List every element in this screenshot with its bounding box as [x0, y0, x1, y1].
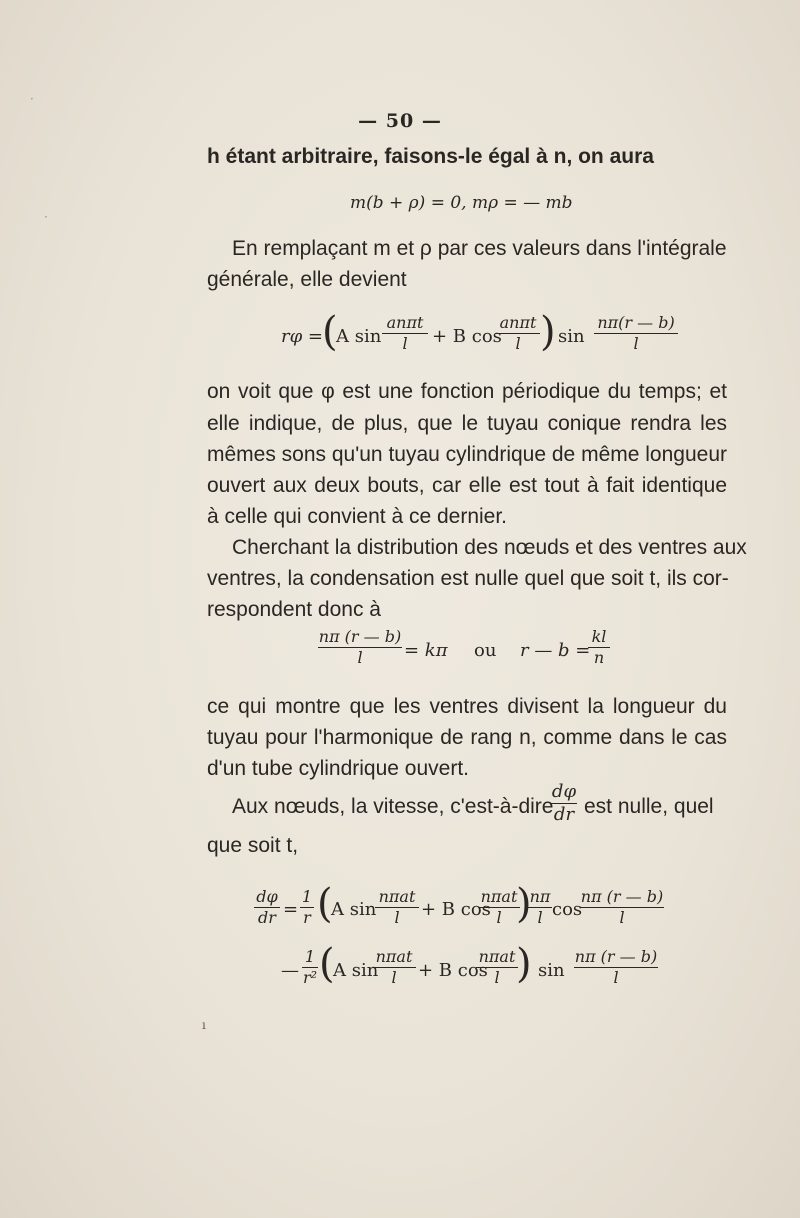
eq4-f1-num: nπat — [378, 887, 416, 906]
eq5-f1-den: l — [391, 968, 397, 987]
eq4-f3-num: nπ — [529, 887, 551, 906]
eq5-coef-frac — [302, 948, 318, 987]
eq2-a-sin: A sin — [336, 326, 382, 347]
eq4-lhs-den: dr — [258, 908, 276, 927]
eq5-frac-1 — [372, 948, 416, 987]
text-line-4: on voit que φ est une fonction périodique du temps; et — [207, 380, 727, 403]
eq2-frac-3 — [594, 314, 678, 353]
paper-speck: · — [44, 210, 48, 224]
eq3-frac-1 — [318, 628, 402, 667]
eq4-f4-den: l — [619, 908, 625, 927]
eq4-coef-frac — [300, 888, 314, 927]
eq2-f3-num: nπ(r — b) — [597, 313, 675, 332]
eq2-lhs: rφ = — [281, 326, 324, 347]
page-number: — 50 — — [358, 110, 442, 132]
eq3-eq-kpi: = kπ — [404, 640, 448, 661]
eq5-frac-3 — [574, 948, 658, 987]
eq4-paren-open: ( — [317, 881, 333, 927]
eq4-c-den: r — [303, 908, 311, 927]
text-line-15b: est nulle, quel — [584, 795, 714, 818]
text-line-10: ventres, la condensation est nulle quel que soit t, ils cor- — [207, 567, 729, 590]
eq5-minus: — — [281, 960, 299, 981]
text-line-6: mêmes sons qu'un tuyau cylindrique de même longueur — [207, 443, 727, 466]
eq4-lhs-num: dφ — [256, 887, 278, 906]
eq2-f3-den: l — [633, 334, 639, 353]
eq4-f3-den: l — [537, 908, 543, 927]
eq3-g-den: n — [593, 648, 605, 667]
text-line-1: h étant arbitraire, faisons-le égal à n, on aura — [207, 145, 654, 168]
eq4-paren-close: ) — [516, 881, 532, 927]
eq5-frac-2 — [476, 948, 518, 987]
text-line-16: que soit t, — [207, 834, 299, 857]
equation-1: m(b + ρ) = 0, mρ = — mb — [350, 193, 573, 213]
eq5-plus-bcos: + B cos — [418, 960, 488, 981]
eq2-f2-num: anπt — [499, 313, 537, 332]
eq5-c-num: 1 — [304, 947, 316, 966]
eq4-f2-den: l — [496, 908, 502, 927]
eq3-ou: ou — [474, 640, 497, 661]
eq5-f3-den: l — [613, 968, 619, 987]
eq4-frac-2 — [478, 888, 520, 927]
eq4-frac-4 — [580, 888, 664, 927]
eq4-frac-3 — [528, 888, 552, 927]
eq4-c-num: 1 — [301, 887, 313, 906]
eq4-f4-num: nπ (r — b) — [580, 887, 664, 906]
eq4-a-sin: A sin — [331, 899, 377, 920]
eq4-cos: cos — [552, 899, 583, 920]
eq2-sin: sin — [558, 326, 585, 347]
text-line-8: à celle qui convient à ce dernier. — [207, 505, 508, 528]
eq2-paren-close: ) — [540, 309, 556, 355]
eq5-paren-open: ( — [319, 941, 335, 987]
eq5-sin: sin — [538, 960, 565, 981]
text-line-11: respondent donc à — [207, 598, 381, 621]
eq2-frac-2 — [496, 314, 540, 353]
eq2-f2-den: l — [515, 334, 521, 353]
eq4-eq: = — [283, 899, 299, 920]
eq3-f-num: nπ (r — b) — [318, 627, 402, 646]
eq5-f2-num: nπat — [478, 947, 516, 966]
eq4-f2-num: nπat — [480, 887, 518, 906]
dphi-dr-fraction — [551, 782, 577, 825]
eq5-f2-den: l — [494, 968, 500, 987]
eq5-a-sin: A sin — [333, 960, 379, 981]
paper-speck: ı — [202, 1018, 206, 1032]
eq4-frac-1 — [375, 888, 419, 927]
eq2-paren-open: ( — [322, 309, 338, 355]
text-line-7: ouvert aux deux bouts, car elle est tout à fait identique — [207, 474, 727, 497]
text-line-12: ce qui montre que les ventres divisent la longueur du — [207, 695, 727, 718]
dr-den: dr — [553, 804, 575, 825]
text-line-2: En remplaçant m et ρ par ces valeurs dans l'intégrale — [232, 237, 727, 260]
eq5-paren-close: ) — [516, 941, 532, 987]
eq3-rb: r — b = — [520, 640, 591, 661]
eq5-f3-num: nπ (r — b) — [574, 947, 658, 966]
paper-speck: · — [30, 92, 34, 106]
text-line-15a: Aux nœuds, la vitesse, c'est-à-dire — [232, 795, 554, 818]
eq2-frac-1 — [382, 314, 428, 353]
text-line-14: d'un tube cylindrique ouvert. — [207, 757, 470, 780]
eq4-f1-den: l — [394, 908, 400, 927]
eq2-f1-den: l — [402, 334, 408, 353]
text-line-5: elle indique, de plus, que le tuyau conique rendra les — [207, 412, 727, 435]
eq2-f1-num: anπt — [386, 313, 424, 332]
eq5-f1-num: nπat — [375, 947, 413, 966]
eq3-g-num: kl — [591, 627, 607, 646]
dphi-num: dφ — [551, 781, 577, 802]
eq4-lhs-frac — [254, 888, 280, 927]
eq2-plus-bcos: + B cos — [432, 326, 502, 347]
eq5-c-den: r² — [302, 968, 318, 987]
eq3-f-den: l — [357, 648, 363, 667]
text-line-3: générale, elle devient — [207, 268, 407, 291]
text-line-13: tuyau pour l'harmonique de rang n, comme dans le cas — [207, 726, 727, 749]
eq3-frac-2 — [588, 628, 610, 667]
eq4-plus-bcos: + B cos — [421, 899, 491, 920]
text-line-9: Cherchant la distribution des nœuds et des ventres aux — [232, 536, 747, 559]
